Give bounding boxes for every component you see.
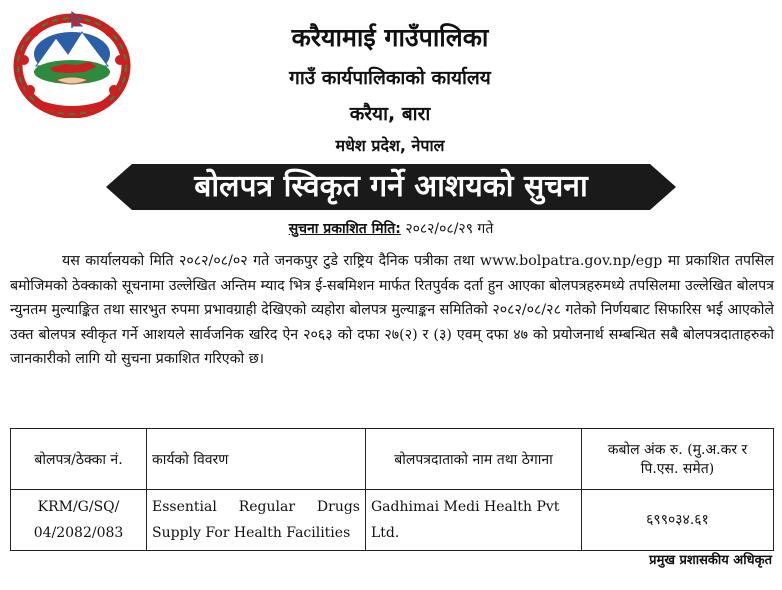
cell-amount: ६९९०३४.६१: [582, 490, 774, 551]
table-row: [11, 490, 774, 551]
cell-contract-no: KRM/G/SQ/ 04/2082/083: [11, 490, 147, 551]
header-amount: कबोल अंक रु. (मु.अ.कर र पि.एस. समेत): [582, 429, 774, 490]
province-country: मधेश प्रदेश, नेपाल: [335, 136, 445, 155]
notice-title: बोलपत्र स्विकृत गर्ने आशयको सुचना: [194, 169, 588, 204]
cell-description: Essential Regular Drugs Supply For Health Facilities: [147, 490, 366, 551]
office-name: गाउँ कार्यपालिकाको कार्यालय: [289, 67, 491, 89]
published-date-line: [0, 219, 782, 238]
header-contract-no: बोलपत्र/ठेक्का नं.: [11, 429, 147, 490]
office-location: करैया, बारा: [349, 103, 431, 125]
published-date-value: २०८२/०८/२९ गते: [405, 221, 494, 237]
cell-bidder: Gadhimai Medi Health Pvt Ltd.: [366, 490, 582, 551]
municipality-name: करैयामाई गाउँपालिका: [291, 23, 489, 52]
notice-body: यस कार्यालयको मिति २०८२/०८/०२ गते जनकपुर टुडे राष्ट्रिय दैनिक पत्रीका तथा www.bolpatra.gov.np/egp मा प्रकाशित तपसिल बमोजिमको ठेक्काको सूचनामा उल्लेखित अन्तिम म्याद भित्र ई-सबमिशन मार्फत रितपुर्वक दर्ता हुन आएका बोलपत्रहरुमध्ये तपसिलमा उल्लेखित बोलपत्र न्युनतम मुल्याङ्कित तथा सारभुत रुपमा प्रभावग्राही देखिएको व्यहोरा बोलपत्र मुल्याङ्कन समितिको २०८२/०८/२८ गतेको निर्णयबाट सिफारिस भई आएकोले उक्त बोलपत्र स्वीकृत गर्ने आशयले सार्वजनिक खरिद ऐन २०६३ को दफा २७(२) र (३) एवम् दफा ४७ को प्रयोजनार्थ सम्बन्धित सबै बोलपत्रदाताहरुको जानकारीको लागि यो सुचना प्रकाशित गरिएको छ।: [10, 253, 774, 368]
header-description: कार्यको विवरण: [147, 429, 366, 490]
signer-title: प्रमुख प्रशासकीय अधिकृत: [649, 553, 772, 568]
table-header-row: [11, 429, 774, 490]
emblem-graphic: [12, 10, 132, 118]
notice-title-banner: [106, 164, 676, 210]
nepal-emblem-icon: [12, 10, 132, 118]
published-date-label: सुचना प्रकाशित मिति:: [288, 221, 401, 237]
header-bidder: बोलपत्रदाताको नाम तथा ठेगाना: [366, 429, 582, 490]
bid-table: [10, 428, 774, 551]
